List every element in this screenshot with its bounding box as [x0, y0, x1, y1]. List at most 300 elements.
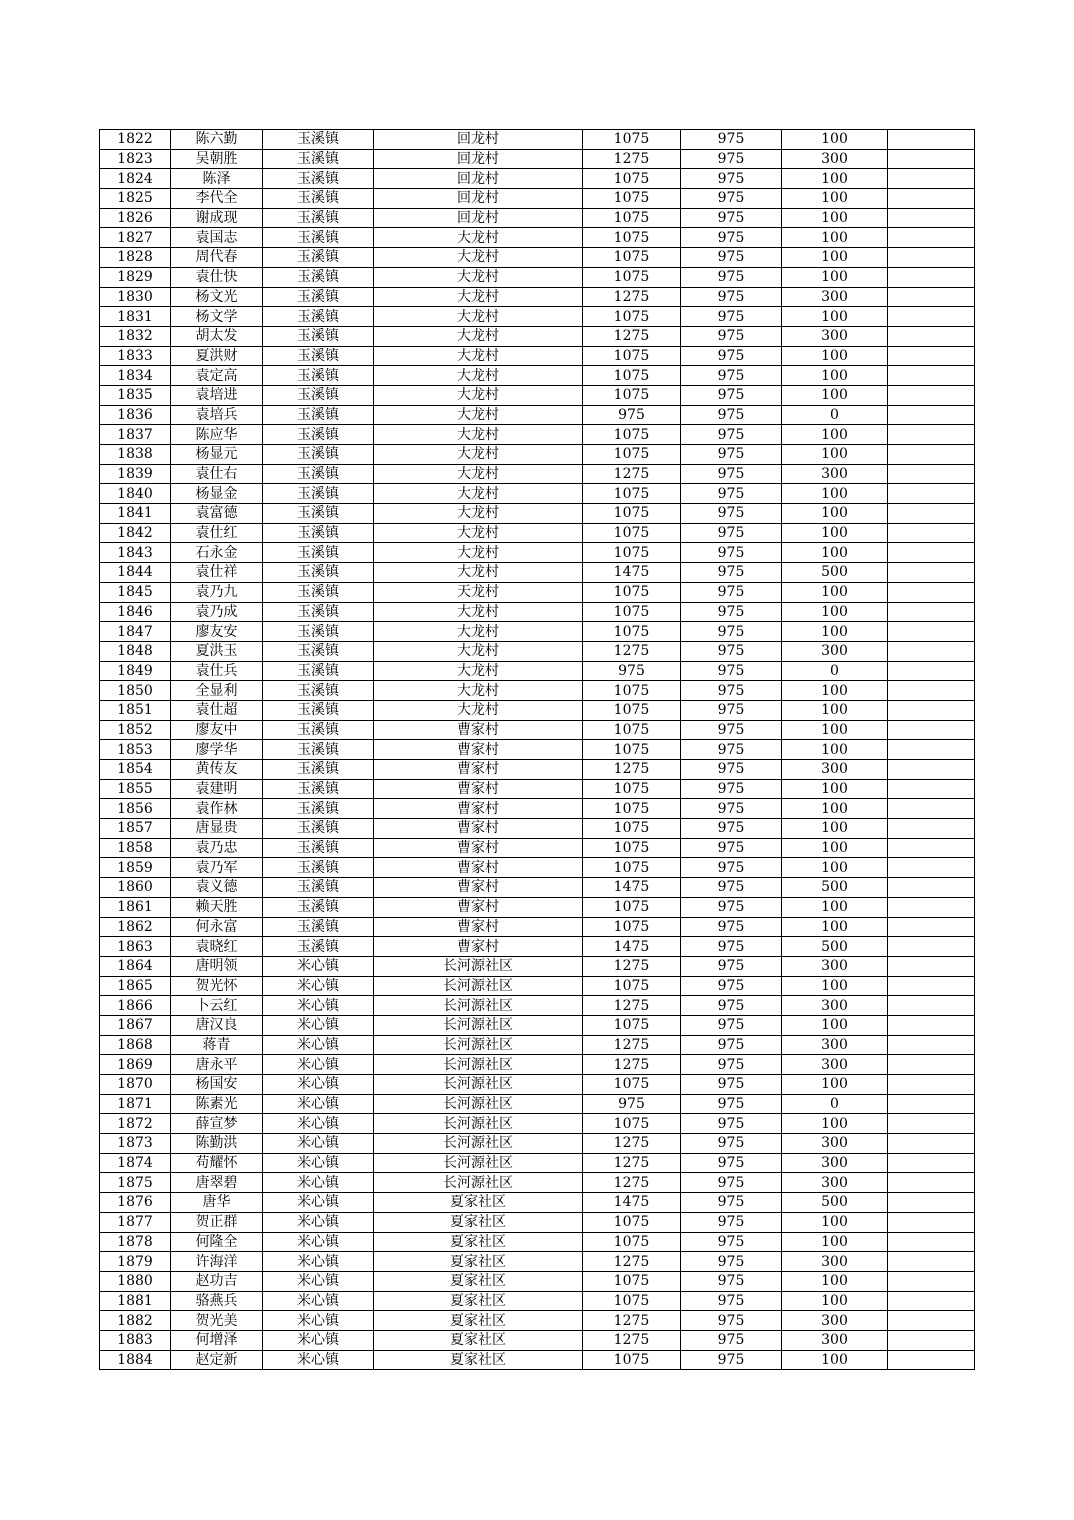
note-cell [888, 622, 975, 642]
town-cell: 玉溪镇 [263, 267, 374, 287]
table-row [100, 228, 975, 248]
amount-b-cell: 975 [681, 228, 782, 248]
name-cell: 唐华 [171, 1193, 263, 1213]
village-cell: 大龙村 [374, 484, 583, 504]
amount-a-cell: 1275 [583, 760, 681, 780]
difference-cell: 300 [782, 760, 888, 780]
amount-a-cell: 1075 [583, 740, 681, 760]
town-cell: 玉溪镇 [263, 248, 374, 268]
difference-cell: 100 [782, 504, 888, 524]
note-cell [888, 504, 975, 524]
difference-cell: 100 [782, 189, 888, 209]
difference-cell: 100 [782, 897, 888, 917]
village-cell: 长河源社区 [374, 956, 583, 976]
table-row [100, 1252, 975, 1272]
amount-a-cell: 1275 [583, 1173, 681, 1193]
difference-cell: 100 [782, 1291, 888, 1311]
serial-cell: 1861 [100, 897, 171, 917]
amount-b-cell: 975 [681, 1173, 782, 1193]
note-cell [888, 602, 975, 622]
village-cell: 曹家村 [374, 897, 583, 917]
village-cell: 大龙村 [374, 543, 583, 563]
amount-b-cell: 975 [681, 366, 782, 386]
table-row [100, 1035, 975, 1055]
table-row [100, 543, 975, 563]
serial-cell: 1867 [100, 1015, 171, 1035]
town-cell: 玉溪镇 [263, 385, 374, 405]
amount-a-cell: 1475 [583, 1193, 681, 1213]
village-cell: 大龙村 [374, 346, 583, 366]
town-cell: 玉溪镇 [263, 779, 374, 799]
serial-cell: 1854 [100, 760, 171, 780]
difference-cell: 100 [782, 1232, 888, 1252]
serial-cell: 1842 [100, 523, 171, 543]
serial-cell: 1831 [100, 307, 171, 327]
note-cell [888, 405, 975, 425]
village-cell: 夏家社区 [374, 1193, 583, 1213]
village-cell: 大龙村 [374, 681, 583, 701]
town-cell: 玉溪镇 [263, 602, 374, 622]
town-cell: 玉溪镇 [263, 464, 374, 484]
town-cell: 玉溪镇 [263, 897, 374, 917]
town-cell: 玉溪镇 [263, 169, 374, 189]
note-cell [888, 464, 975, 484]
town-cell: 玉溪镇 [263, 661, 374, 681]
table-row [100, 956, 975, 976]
table-row [100, 819, 975, 839]
note-cell [888, 346, 975, 366]
amount-b-cell: 975 [681, 169, 782, 189]
village-cell: 大龙村 [374, 366, 583, 386]
amount-a-cell: 1075 [583, 425, 681, 445]
note-cell [888, 1134, 975, 1154]
town-cell: 玉溪镇 [263, 622, 374, 642]
amount-b-cell: 975 [681, 1291, 782, 1311]
name-cell: 贺光怀 [171, 976, 263, 996]
name-cell: 何增泽 [171, 1330, 263, 1350]
name-cell: 杨显金 [171, 484, 263, 504]
town-cell: 米心镇 [263, 1252, 374, 1272]
note-cell [888, 307, 975, 327]
amount-b-cell: 975 [681, 720, 782, 740]
table-row [100, 740, 975, 760]
table-row [100, 838, 975, 858]
village-cell: 长河源社区 [374, 1134, 583, 1154]
table-row [100, 641, 975, 661]
amount-b-cell: 975 [681, 326, 782, 346]
town-cell: 玉溪镇 [263, 445, 374, 465]
town-cell: 米心镇 [263, 1330, 374, 1350]
note-cell [888, 1232, 975, 1252]
name-cell: 吴朝胜 [171, 149, 263, 169]
table-row [100, 681, 975, 701]
name-cell: 夏洪玉 [171, 641, 263, 661]
village-cell: 曹家村 [374, 760, 583, 780]
note-cell [888, 1094, 975, 1114]
village-cell: 大龙村 [374, 602, 583, 622]
name-cell: 袁仕快 [171, 267, 263, 287]
amount-a-cell: 1275 [583, 1311, 681, 1331]
village-cell: 曹家村 [374, 819, 583, 839]
town-cell: 玉溪镇 [263, 346, 374, 366]
amount-b-cell: 975 [681, 602, 782, 622]
name-cell: 袁乃成 [171, 602, 263, 622]
difference-cell: 100 [782, 602, 888, 622]
difference-cell: 100 [782, 208, 888, 228]
amount-a-cell: 1075 [583, 858, 681, 878]
amount-a-cell: 1075 [583, 681, 681, 701]
town-cell: 玉溪镇 [263, 307, 374, 327]
serial-cell: 1881 [100, 1291, 171, 1311]
table-row [100, 563, 975, 583]
table-row [100, 661, 975, 681]
town-cell: 米心镇 [263, 1173, 374, 1193]
difference-cell: 300 [782, 1153, 888, 1173]
name-cell: 陈素光 [171, 1094, 263, 1114]
amount-a-cell: 1075 [583, 700, 681, 720]
serial-cell: 1880 [100, 1271, 171, 1291]
village-cell: 长河源社区 [374, 996, 583, 1016]
name-cell: 杨文光 [171, 287, 263, 307]
serial-cell: 1845 [100, 582, 171, 602]
note-cell [888, 130, 975, 150]
town-cell: 米心镇 [263, 1291, 374, 1311]
amount-a-cell: 1075 [583, 543, 681, 563]
amount-b-cell: 975 [681, 878, 782, 898]
village-cell: 曹家村 [374, 720, 583, 740]
note-cell [888, 1055, 975, 1075]
serial-cell: 1823 [100, 149, 171, 169]
data-table [99, 129, 975, 1370]
amount-a-cell: 1075 [583, 1291, 681, 1311]
difference-cell: 300 [782, 1035, 888, 1055]
table-row [100, 622, 975, 642]
table-row [100, 149, 975, 169]
name-cell: 袁义德 [171, 878, 263, 898]
amount-b-cell: 975 [681, 582, 782, 602]
note-cell [888, 1153, 975, 1173]
table-row [100, 1311, 975, 1331]
difference-cell: 300 [782, 1173, 888, 1193]
amount-a-cell: 1075 [583, 779, 681, 799]
serial-cell: 1835 [100, 385, 171, 405]
town-cell: 玉溪镇 [263, 681, 374, 701]
table-row [100, 208, 975, 228]
name-cell: 陈六勤 [171, 130, 263, 150]
village-cell: 曹家村 [374, 779, 583, 799]
amount-b-cell: 975 [681, 897, 782, 917]
table-body [100, 130, 975, 1370]
village-cell: 大龙村 [374, 228, 583, 248]
name-cell: 陈应华 [171, 425, 263, 445]
amount-a-cell: 1075 [583, 799, 681, 819]
table-row [100, 287, 975, 307]
amount-a-cell: 1075 [583, 366, 681, 386]
village-cell: 大龙村 [374, 445, 583, 465]
difference-cell: 100 [782, 366, 888, 386]
town-cell: 米心镇 [263, 1311, 374, 1331]
note-cell [888, 917, 975, 937]
amount-a-cell: 1275 [583, 149, 681, 169]
difference-cell: 0 [782, 661, 888, 681]
village-cell: 大龙村 [374, 641, 583, 661]
difference-cell: 300 [782, 1311, 888, 1331]
town-cell: 玉溪镇 [263, 189, 374, 209]
amount-a-cell: 1275 [583, 326, 681, 346]
table-row [100, 1173, 975, 1193]
village-cell: 大龙村 [374, 464, 583, 484]
amount-b-cell: 975 [681, 1193, 782, 1213]
village-cell: 回龙村 [374, 149, 583, 169]
serial-cell: 1873 [100, 1134, 171, 1154]
town-cell: 米心镇 [263, 1134, 374, 1154]
name-cell: 何隆全 [171, 1232, 263, 1252]
village-cell: 回龙村 [374, 208, 583, 228]
name-cell: 廖学华 [171, 740, 263, 760]
serial-cell: 1853 [100, 740, 171, 760]
amount-a-cell: 1275 [583, 1330, 681, 1350]
village-cell: 曹家村 [374, 917, 583, 937]
name-cell: 夏洪财 [171, 346, 263, 366]
difference-cell: 300 [782, 287, 888, 307]
town-cell: 玉溪镇 [263, 326, 374, 346]
amount-a-cell: 1075 [583, 838, 681, 858]
amount-a-cell: 1075 [583, 228, 681, 248]
table-row [100, 996, 975, 1016]
town-cell: 米心镇 [263, 1015, 374, 1035]
village-cell: 夏家社区 [374, 1212, 583, 1232]
difference-cell: 100 [782, 385, 888, 405]
serial-cell: 1870 [100, 1075, 171, 1095]
note-cell [888, 287, 975, 307]
village-cell: 大龙村 [374, 504, 583, 524]
village-cell: 夏家社区 [374, 1350, 583, 1370]
table-row [100, 405, 975, 425]
amount-a-cell: 1275 [583, 996, 681, 1016]
amount-a-cell: 1475 [583, 937, 681, 957]
name-cell: 胡太发 [171, 326, 263, 346]
difference-cell: 300 [782, 1134, 888, 1154]
note-cell [888, 897, 975, 917]
serial-cell: 1866 [100, 996, 171, 1016]
amount-a-cell: 1075 [583, 1212, 681, 1232]
village-cell: 大龙村 [374, 661, 583, 681]
note-cell [888, 582, 975, 602]
name-cell: 卜云红 [171, 996, 263, 1016]
town-cell: 玉溪镇 [263, 700, 374, 720]
table-row [100, 1350, 975, 1370]
town-cell: 米心镇 [263, 1271, 374, 1291]
name-cell: 袁富德 [171, 504, 263, 524]
note-cell [888, 681, 975, 701]
table-row [100, 1134, 975, 1154]
town-cell: 玉溪镇 [263, 287, 374, 307]
name-cell: 廖友中 [171, 720, 263, 740]
note-cell [888, 1350, 975, 1370]
amount-a-cell: 1075 [583, 1015, 681, 1035]
difference-cell: 100 [782, 976, 888, 996]
difference-cell: 300 [782, 996, 888, 1016]
name-cell: 周代春 [171, 248, 263, 268]
note-cell [888, 740, 975, 760]
note-cell [888, 326, 975, 346]
note-cell [888, 819, 975, 839]
serial-cell: 1850 [100, 681, 171, 701]
amount-a-cell: 1075 [583, 445, 681, 465]
name-cell: 杨显元 [171, 445, 263, 465]
amount-b-cell: 975 [681, 307, 782, 327]
amount-a-cell: 1275 [583, 1153, 681, 1173]
note-cell [888, 523, 975, 543]
amount-b-cell: 975 [681, 1015, 782, 1035]
town-cell: 米心镇 [263, 956, 374, 976]
amount-b-cell: 975 [681, 405, 782, 425]
village-cell: 长河源社区 [374, 1035, 583, 1055]
note-cell [888, 208, 975, 228]
serial-cell: 1875 [100, 1173, 171, 1193]
amount-b-cell: 975 [681, 799, 782, 819]
village-cell: 大龙村 [374, 248, 583, 268]
amount-b-cell: 975 [681, 1153, 782, 1173]
difference-cell: 500 [782, 937, 888, 957]
amount-b-cell: 975 [681, 385, 782, 405]
town-cell: 玉溪镇 [263, 543, 374, 563]
note-cell [888, 661, 975, 681]
amount-a-cell: 1275 [583, 1252, 681, 1272]
name-cell: 袁仕红 [171, 523, 263, 543]
town-cell: 玉溪镇 [263, 504, 374, 524]
name-cell: 杨文学 [171, 307, 263, 327]
name-cell: 唐翠碧 [171, 1173, 263, 1193]
serial-cell: 1884 [100, 1350, 171, 1370]
amount-b-cell: 975 [681, 189, 782, 209]
note-cell [888, 1173, 975, 1193]
note-cell [888, 189, 975, 209]
village-cell: 曹家村 [374, 799, 583, 819]
note-cell [888, 1330, 975, 1350]
difference-cell: 100 [782, 779, 888, 799]
village-cell: 回龙村 [374, 169, 583, 189]
amount-a-cell: 1075 [583, 602, 681, 622]
amount-b-cell: 975 [681, 858, 782, 878]
note-cell [888, 543, 975, 563]
name-cell: 谢成现 [171, 208, 263, 228]
note-cell [888, 937, 975, 957]
difference-cell: 500 [782, 563, 888, 583]
serial-cell: 1830 [100, 287, 171, 307]
serial-cell: 1869 [100, 1055, 171, 1075]
serial-cell: 1871 [100, 1094, 171, 1114]
town-cell: 玉溪镇 [263, 149, 374, 169]
note-cell [888, 760, 975, 780]
name-cell: 赖天胜 [171, 897, 263, 917]
amount-a-cell: 1075 [583, 1232, 681, 1252]
village-cell: 长河源社区 [374, 1094, 583, 1114]
difference-cell: 100 [782, 543, 888, 563]
difference-cell: 100 [782, 130, 888, 150]
table-row [100, 760, 975, 780]
village-cell: 夏家社区 [374, 1330, 583, 1350]
note-cell [888, 248, 975, 268]
amount-a-cell: 975 [583, 1094, 681, 1114]
village-cell: 长河源社区 [374, 1153, 583, 1173]
village-cell: 长河源社区 [374, 1015, 583, 1035]
village-cell: 大龙村 [374, 700, 583, 720]
difference-cell: 100 [782, 248, 888, 268]
town-cell: 玉溪镇 [263, 130, 374, 150]
serial-cell: 1834 [100, 366, 171, 386]
amount-b-cell: 975 [681, 1212, 782, 1232]
name-cell: 陈勤洪 [171, 1134, 263, 1154]
difference-cell: 0 [782, 1094, 888, 1114]
note-cell [888, 169, 975, 189]
name-cell: 何永富 [171, 917, 263, 937]
town-cell: 玉溪镇 [263, 208, 374, 228]
town-cell: 玉溪镇 [263, 563, 374, 583]
village-cell: 大龙村 [374, 622, 583, 642]
table-row [100, 976, 975, 996]
table-row [100, 1271, 975, 1291]
serial-cell: 1877 [100, 1212, 171, 1232]
note-cell [888, 996, 975, 1016]
amount-b-cell: 975 [681, 760, 782, 780]
amount-b-cell: 975 [681, 1252, 782, 1272]
serial-cell: 1868 [100, 1035, 171, 1055]
note-cell [888, 700, 975, 720]
note-cell [888, 956, 975, 976]
difference-cell: 100 [782, 1015, 888, 1035]
difference-cell: 100 [782, 582, 888, 602]
village-cell: 天龙村 [374, 582, 583, 602]
name-cell: 贺正群 [171, 1212, 263, 1232]
amount-b-cell: 975 [681, 1271, 782, 1291]
amount-a-cell: 1075 [583, 504, 681, 524]
name-cell: 廖友安 [171, 622, 263, 642]
amount-a-cell: 1075 [583, 622, 681, 642]
town-cell: 米心镇 [263, 1114, 374, 1134]
amount-b-cell: 975 [681, 1134, 782, 1154]
town-cell: 玉溪镇 [263, 484, 374, 504]
name-cell: 袁作林 [171, 799, 263, 819]
amount-b-cell: 975 [681, 504, 782, 524]
table-row [100, 897, 975, 917]
difference-cell: 100 [782, 1350, 888, 1370]
difference-cell: 100 [782, 799, 888, 819]
table-row [100, 504, 975, 524]
table-row [100, 1015, 975, 1035]
table-row [100, 484, 975, 504]
amount-a-cell: 1275 [583, 641, 681, 661]
table-row [100, 1193, 975, 1213]
town-cell: 玉溪镇 [263, 799, 374, 819]
difference-cell: 500 [782, 1193, 888, 1213]
note-cell [888, 366, 975, 386]
name-cell: 袁培兵 [171, 405, 263, 425]
amount-b-cell: 975 [681, 996, 782, 1016]
serial-cell: 1863 [100, 937, 171, 957]
town-cell: 玉溪镇 [263, 917, 374, 937]
village-cell: 曹家村 [374, 937, 583, 957]
town-cell: 玉溪镇 [263, 425, 374, 445]
name-cell: 许海洋 [171, 1252, 263, 1272]
amount-a-cell: 1075 [583, 267, 681, 287]
village-cell: 长河源社区 [374, 976, 583, 996]
amount-a-cell: 1275 [583, 1055, 681, 1075]
name-cell: 唐汉良 [171, 1015, 263, 1035]
note-cell [888, 1035, 975, 1055]
serial-cell: 1840 [100, 484, 171, 504]
serial-cell: 1826 [100, 208, 171, 228]
